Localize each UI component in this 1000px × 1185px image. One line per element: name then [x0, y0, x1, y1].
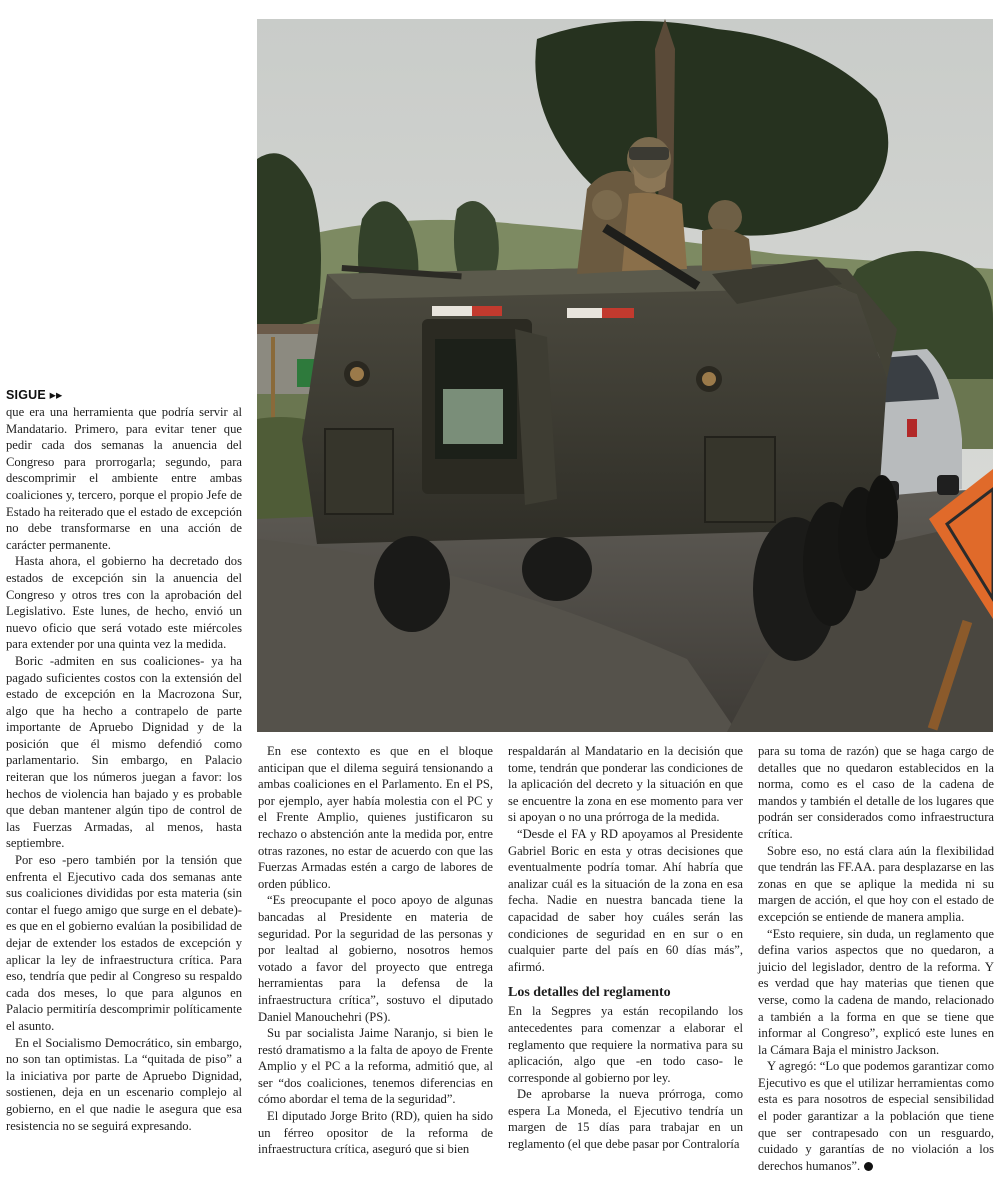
- col3-paragraph: respaldarán al Mandatario en la decisión que tome, tendrán que ponderar las condiciones de la aplicación del decreto y la situación en que se encuentre la zona en ese momento para ver si apoyan o no una prórroga de la medida.: [508, 744, 743, 825]
- col1-paragraph: Hasta ahora, el gobierno ha decretado dos estados de excepción sin la anuencia del Congreso y otros tres con la aprobación del Legislativo. Este lunes, de hecho, envió un nuevo oficio que será votado este miércoles para extender por una quinta vez la medida.: [6, 554, 242, 652]
- col1-paragraph: que era una herramienta que podría servir al Mandatario. Primero, para evitar tener que pedir cada dos semanas la anuencia del Congreso para prorrogarla; segundo, para descomprimir el ambiente entre ambas coaliciones y, tercero, porque el propio Jefe de Estado ha reiterado que el estado de excepción no debe transformarse en una acción de carácter permanente.: [6, 405, 242, 552]
- col1-paragraph: Boric -admiten en sus coaliciones- ya ha pagado suficientes costos con la extensión del estado de excepción en la Macrozona Sur, algo que ha hecho a contrapelo de parte importante de Apruebo Dignidad y de la posición que él mismo defendió como parlamentario. Sin embargo, en Palacio reiteran que los números juegan a favor: los hechos de violencia han bajado y es probable que deban mantener algún tipo de control de las Fuerzas Armadas, al menos, hasta septiembre.: [6, 653, 242, 851]
- col2-paragraph: Su par socialista Jaime Naranjo, si bien le restó dramatismo a la falta de apoyo de Frente Amplio y el PC a la reforma, admitió que, al ser “dos coaliciones, tenemos diferencias en cómo abordar el tema de la seguridad”.: [258, 1026, 493, 1107]
- article-column-3: [508, 743, 743, 1153]
- col2-paragraph: En ese contexto es que en el bloque anticipan que el dilema seguirá tensionando a ambas coaliciones en el Parlamento. En el PS, por ejemplo, ayer había molestia con el PC y el Frente Amplio, quienes justificaron su rechazo o abstención ante la medida por, entre otras razones, no estar de acuerdo con que las Fuerzas Armadas estén a cargo de labores de orden público.: [258, 744, 493, 891]
- col1-paragraph: Por eso -pero también por la tensión que enfrenta el Ejecutivo cada dos semanas ante sus coaliciones divididas por esta materia (sin contar el fuego amigo que surge en el debate)- es que en el gobierno evalúan la posibilidad de dejar de extender los estados de excepción y aplicar la ley de infraestructura crítica. Para eso, tendría que pedir al Congreso su respaldo cada dos meses, lo que para algunos en Palacio permitiría descomprimir políticamente el asunto.: [6, 853, 242, 1033]
- col4-paragraph: para su toma de razón) que se haga cargo de detalles que no quedaron establecidos en la norma, como es el caso de la cadena de mandos y también el detalle de los lugares que podrán ser considerados como infraestructura crítica.: [758, 744, 994, 841]
- col2-paragraph: “Es preocupante el poco apoyo de algunas bancadas al Presidente en materia de seguridad. Por la seguridad de las personas y por lealtad al gobierno, nosotros hemos votado a favor del proyecto que entrega herramientas para la defensa de la infraestructura crítica”, sostuvo el diputado Daniel Manouchehri (PS).: [258, 893, 493, 1024]
- article-column-2: [258, 743, 493, 1158]
- article-column-1: [6, 386, 242, 1134]
- continued-kicker: SIGUE ▸▸: [6, 388, 63, 402]
- col3-paragraph: “Desde el FA y RD apoyamos al Presidente Gabriel Boric en esta y otras decisiones que eventualmente podría tomar. Ahí habría que analizar cuál es la situación de la zona en esa fecha. Nadie en nuestra bancada tiene la capacidad de saber hoy cuáles serán las condiciones de seguridad en en sur o en cualquier parte del país en 60 días más”, afirmó.: [508, 826, 743, 974]
- photo-illustration: [257, 19, 993, 732]
- article-column-4: [758, 743, 994, 1174]
- col2-paragraph: El diputado Jorge Brito (RD), quien ha sido un férreo opositor de la reforma de infraestructura crítica, aseguró que si bien: [258, 1109, 493, 1157]
- col4-paragraph: [758, 1058, 994, 1174]
- final-paragraph-text: Y agregó: “Lo que podemos garantizar como Ejecutivo es que el utilizar herramientas como esta es para nosotros de especial sensibilidad el poder garantizar a la población que tiene que ser contrapesado con un resguardo, cuidado y garantías de no violación a los derechos humanos”.: [758, 1059, 994, 1173]
- end-mark-icon: [864, 1162, 873, 1171]
- armored-vehicle-photo: [257, 19, 993, 732]
- col4-paragraph: Sobre eso, no está clara aún la flexibilidad que tendrán las FF.AA. para desplazarse en las zonas en que se aplique la medida ni su margen de acción, el que hoy con el estado de excepción se entiende de manera amplia.: [758, 843, 994, 924]
- col3-paragraph: En la Segpres ya están recopilando los antecedentes para comenzar a elaborar el reglamento que requiere la normativa para su aplicación, algo que -en todo caso- le corresponde al gobierno por ley.: [508, 1004, 743, 1085]
- col1-paragraph: En el Socialismo Democrático, sin embargo, no son tan optimistas. La “quitada de piso” a la iniciativa por parte de Apruebo Dignidad, sostienen, deja en un escenario complejo al gobierno, en el que nadie le asegura que esa resistencia no se seguirá expresando.: [6, 1035, 242, 1133]
- section-subhead: Los detalles del reglamento: [508, 985, 671, 1001]
- col4-paragraph: “Esto requiere, sin duda, un reglamento que defina varios aspectos que no quedaron, a juicio del legislador, dentro de la reforma. Y es verdad que hay materias que tienen que verse, como la cadena de mando, relacionado a también a la forma en que se tiene que informar al Congreso”, explicó este lunes en la Cámara Baja el ministro Jackson.: [758, 926, 994, 1057]
- col3-paragraph: De aprobarse la nueva prórroga, como espera La Moneda, el Ejecutivo tendría un margen de 15 días para trabajar en un reglamento (el que debe pasar por Contraloría: [508, 1087, 743, 1152]
